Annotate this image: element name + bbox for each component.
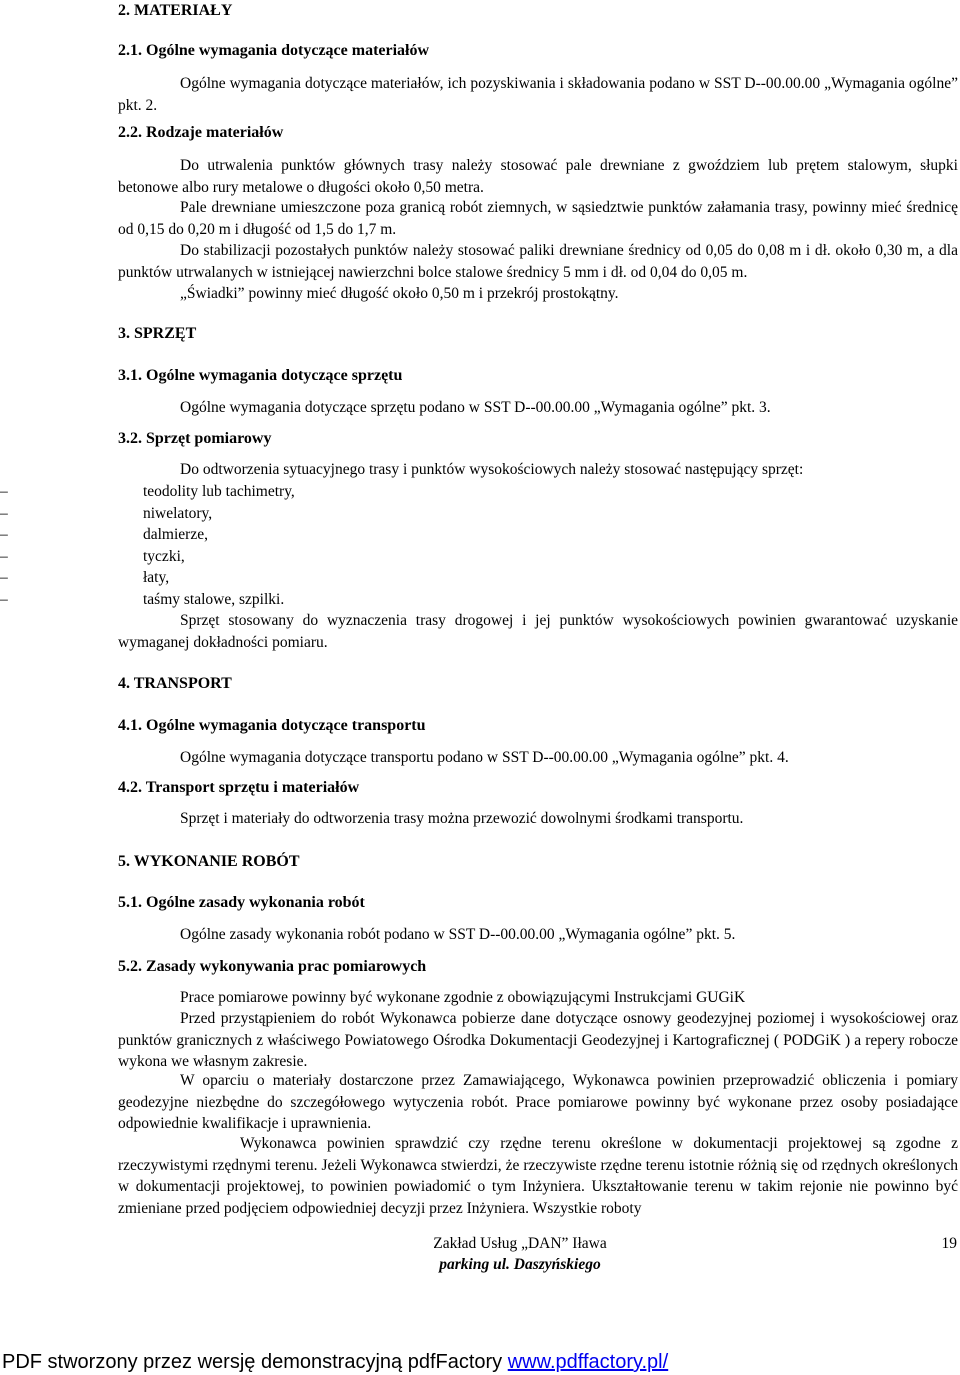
- dash-bullet: –: [0, 483, 8, 500]
- section-5-heading: 5. WYKONANIE ROBÓT: [118, 853, 300, 870]
- section-4-1-text: Ogólne wymagania dotyczące transportu podano w SST D--00.00.00 „Wymagania ogólne” pkt. 4.: [180, 749, 789, 766]
- section-4-1-heading: 4.1. Ogólne wymagania dotyczące transportu: [118, 717, 426, 734]
- section-5-2-paragraph-3: W oparciu o materiały dostarczone przez Zamawiającego, Wykonawca powinien przeprowadzić obliczenia i pomiary geodezyjne niezbędne do szczegółowego wytyczenia robót. Prace pomiarowe powinny być wykonane przez osoby posiadające odpowiednie kwalifikacje i uprawnienia.: [118, 1072, 958, 1132]
- section-5-2-heading: 5.2. Zasady wykonywania prac pomiarowych: [118, 958, 427, 975]
- list-item: – dalmierze,: [0, 524, 958, 546]
- section-2-2-paragraph-1: Do utrwalenia punktów głównych trasy należy stosować pale drewniane z gwoździem lub prętem stalowym, słupki betonowe albo rury metalowe o długości około 0,50 metra.: [118, 157, 958, 196]
- section-4-2-text: Sprzęt i materiały do odtworzenia trasy można przewozić dowolnymi środkami transportu.: [180, 810, 744, 827]
- section-3-2-heading: 3.2. Sprzęt pomiarowy: [118, 430, 272, 447]
- section-3-2-intro: Do odtworzenia sytuacyjnego trasy i punktów wysokościowych należy stosować następujący sprzęt:: [180, 461, 804, 478]
- footer-company-name: Zakład Usług „DAN” Iława: [433, 1235, 607, 1252]
- section-5-2-paragraph-2: Przed przystąpieniem do robót Wykonawca pobierze dane dotyczące osnowy geodezyjnej poziomej i wysokościowej oraz punktów granicznych z właściwego Powiatowego Ośrodka Dokumentacji Geodezyjnej i Kartograficznej ( PODGiK ) a repery robocze wykona we własnym zakresie.: [118, 1010, 958, 1070]
- section-2-heading: 2. MATERIAŁY: [118, 2, 233, 19]
- pdf-banner-text: PDF stworzony przez wersję demonstracyjną pdfFactory: [2, 1351, 508, 1373]
- section-4-heading: 4. TRANSPORT: [118, 675, 232, 692]
- section-2-1-text: Ogólne wymagania dotyczące materiałów, ich pozyskiwania i składowania podano w SST D--00.00.00 „Wymagania ogólne” pkt. 2.: [118, 75, 958, 114]
- section-5-1-text: Ogólne zasady wykonania robót podano w SST D--00.00.00 „Wymagania ogólne” pkt. 5.: [180, 926, 736, 943]
- list-item: – niwelatory,: [0, 503, 958, 525]
- list-item: – łaty,: [0, 567, 958, 589]
- section-3-1-text: Ogólne wymagania dotyczące sprzętu podano w SST D--00.00.00 „Wymagania ogólne” pkt. 3.: [180, 399, 771, 416]
- dash-bullet: –: [0, 547, 8, 565]
- section-5-2-paragraph-4: Wykonawca powinien sprawdzić czy rzędne terenu określone w dokumentacji projektowej są zgodne z rzeczywistymi rzędnymi terenu. Jeżeli Wykonawca stwierdzi, że rzeczywiste rzędne terenu istotnie różnią się od rzędnych określonych w dokumentacji projektowej, to powinien powiadomić o tym Inżyniera. Ukształtowanie terenu w takim rejonie nie powinno być zmieniane przed podjęciem odpowiedniej decyzji przez Inżyniera. Wszystkie roboty: [118, 1135, 958, 1217]
- list-item: – tyczki,: [0, 546, 958, 568]
- list-item: – taśmy stalowe, szpilki.: [0, 589, 958, 611]
- dash-bullet: –: [0, 504, 8, 522]
- dash-bullet: –: [0, 590, 8, 608]
- page-footer: [0, 1233, 960, 1283]
- section-3-1-heading: 3.1. Ogólne wymagania dotyczące sprzętu: [118, 367, 403, 384]
- pdf-watermark-banner: [0, 1350, 960, 1375]
- section-4-2-heading: 4.2. Transport sprzętu i materiałów: [118, 779, 360, 796]
- page-number: 19: [941, 1235, 957, 1252]
- dash-bullet: –: [0, 526, 8, 543]
- equipment-list: [0, 481, 958, 610]
- section-2-2-paragraph-3: Do stabilizacji pozostałych punktów należy stosować paliki drewniane średnicy od 0,05 do 0,08 m i dł. około 0,30 m, a dla punktów utrwalanych w istniejącej nawierzchni bolce stalowe średnicy 5 mm i dł. od 0,04 do 0,05 m.: [118, 242, 958, 281]
- section-2-1-heading: 2.1. Ogólne wymagania dotyczące materiałów: [118, 42, 430, 59]
- section-5-2-paragraph-1: Prace pomiarowe powinny być wykonane zgodnie z obowiązującymi Instrukcjami GUGiK: [180, 989, 746, 1006]
- dash-bullet: –: [0, 569, 8, 586]
- section-3-heading: 3. SPRZĘT: [118, 325, 197, 342]
- section-5-1-heading: 5.1. Ogólne zasady wykonania robót: [118, 894, 365, 911]
- list-item: – teodolity lub tachimetry,: [0, 481, 958, 503]
- section-2-2-heading: 2.2. Rodzaje materiałów: [118, 124, 284, 141]
- section-3-2-after-text: Sprzęt stosowany do wyznaczenia trasy drogowej i jej punktów wysokościowych powinien gwarantować uzyskanie wymaganej dokładności pomiaru.: [118, 612, 958, 651]
- footer-company: [380, 1233, 660, 1275]
- pdffactory-link[interactable]: www.pdffactory.pl/: [507, 1351, 669, 1373]
- footer-company-address: parking ul. Daszyńskiego: [439, 1256, 601, 1273]
- section-2-2-paragraph-4: „Świadki” powinny mieć długość około 0,50 m i przekrój prostokątny.: [180, 285, 619, 302]
- section-2-2-paragraph-2: Pale drewniane umieszczone poza granicą robót ziemnych, w sąsiedztwie punktów załamania trasy, powinny mieć średnicę od 0,15 do 0,20 m i długość od 1,5 do 1,7 m.: [118, 199, 958, 238]
